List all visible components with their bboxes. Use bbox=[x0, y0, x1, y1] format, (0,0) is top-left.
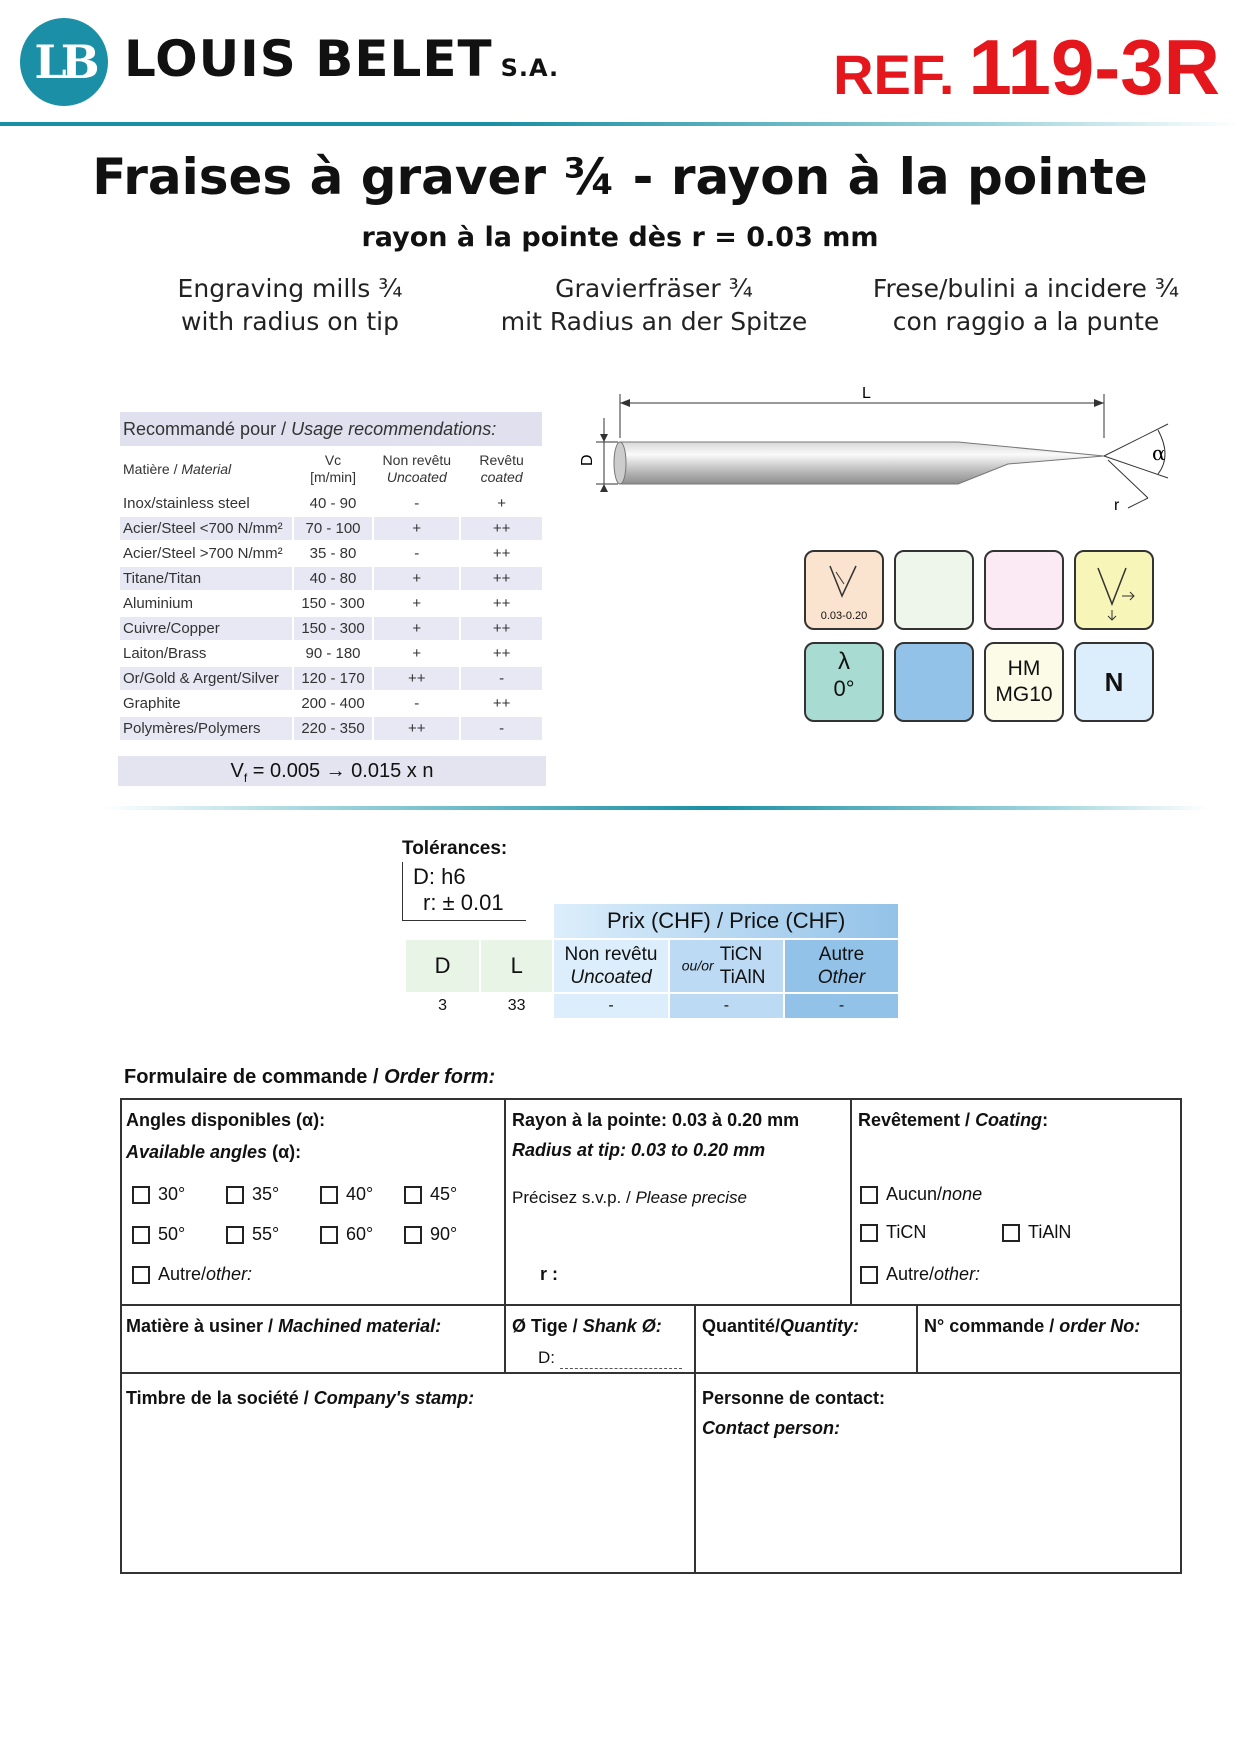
tolerance-d: D: h6 bbox=[413, 864, 466, 889]
empty-icon-pink bbox=[984, 550, 1064, 630]
engraving-direction-icon bbox=[1074, 550, 1154, 630]
company-stamp-field[interactable]: Timbre de la société / Company's stamp: bbox=[126, 1388, 475, 1408]
page-title: Fraises à graver ¾ - rayon à la pointe bbox=[92, 148, 1148, 206]
feed-formula: $V_f = 0.005 \to 0.015$ x n bbox=[118, 756, 546, 786]
angle-checkbox-45[interactable]: 45° bbox=[404, 1184, 457, 1205]
usage-row bbox=[120, 617, 542, 640]
col-coated: Revêtu coated bbox=[479, 452, 524, 485]
col-material: Matière / Material bbox=[123, 460, 232, 477]
section-divider bbox=[100, 806, 1210, 810]
page-subtitle: rayon à la pointe dès r = 0.03 mm bbox=[361, 222, 879, 253]
price-heading: Prix (CHF) / Price (CHF) bbox=[554, 904, 898, 938]
usage-row bbox=[120, 717, 542, 740]
helix-angle-icon: λ 0° bbox=[804, 642, 884, 722]
usage-cell-coated: ++ bbox=[492, 695, 511, 712]
order-form-title: Formulaire de commande / Order form: bbox=[124, 1066, 496, 1088]
col-vc: Vc [m/min] bbox=[310, 452, 356, 485]
usage-cell-vc: 40 - 80 bbox=[294, 567, 373, 590]
order-number-field[interactable]: N° commande / order No: bbox=[924, 1316, 1141, 1336]
usage-row bbox=[120, 542, 542, 565]
usage-cell-uncoated: + bbox=[374, 517, 459, 540]
radius-label-en: Radius at tip: 0.03 to 0.20 mm bbox=[512, 1140, 766, 1160]
title-italian: Frese/bulini a incidere ¾ con raggio a la punte bbox=[872, 274, 1180, 336]
usage-cell-material: Aluminium bbox=[123, 595, 194, 612]
usage-cell-coated: ++ bbox=[492, 645, 511, 662]
usage-cell-material: Polymères/Polymers bbox=[120, 717, 292, 740]
coating-checkbox-tialn[interactable]: TiAlN bbox=[1002, 1222, 1071, 1243]
usage-cell-material: Laiton/Brass bbox=[123, 645, 207, 662]
radius-input[interactable]: r : bbox=[540, 1264, 558, 1284]
usage-cell-vc: 40 - 90 bbox=[309, 495, 357, 512]
empty-icon-mint bbox=[894, 550, 974, 630]
usage-cell-coated: - bbox=[461, 667, 542, 690]
dim-d-label: D bbox=[579, 454, 596, 466]
company-name: LOUIS BELET S.A. bbox=[124, 30, 560, 88]
title-german: Gravierfräser ¾ mit Radius an der Spitze bbox=[500, 274, 808, 336]
radius-range-icon: 0.03-0.20 bbox=[804, 550, 884, 630]
usage-cell-coated: + bbox=[497, 495, 506, 512]
coating-checkbox-none[interactable]: Aucun/none bbox=[860, 1184, 982, 1205]
shank-underline bbox=[560, 1368, 682, 1369]
usage-cell-uncoated: + bbox=[412, 595, 422, 612]
price-cell-other: - bbox=[785, 994, 898, 1018]
usage-cell-material: Cuivre/Copper bbox=[120, 617, 292, 640]
usage-cell-material: Acier/Steel <700 N/mm² bbox=[120, 517, 292, 540]
usage-cell-uncoated: + bbox=[374, 567, 459, 590]
order-form bbox=[120, 1098, 1182, 1574]
dim-l-label: L bbox=[862, 385, 871, 402]
coating-checkbox-ticn[interactable]: TiCN bbox=[860, 1222, 926, 1243]
quantity-field[interactable]: Quantité/Quantity: bbox=[702, 1316, 860, 1336]
usage-cell-material: Acier/Steel >700 N/mm² bbox=[123, 545, 283, 562]
precise-label: Précisez s.v.p. / Please precise bbox=[512, 1188, 747, 1207]
usage-cell-vc: 150 - 300 bbox=[301, 595, 365, 612]
tool-type-icon: N bbox=[1074, 642, 1154, 722]
usage-cell-uncoated: - bbox=[414, 495, 420, 512]
angles-label-en: Available angles (α): bbox=[126, 1142, 302, 1162]
angle-checkbox-55[interactable]: 55° bbox=[226, 1224, 279, 1245]
usage-cell-vc: 90 - 180 bbox=[305, 645, 361, 662]
header-divider bbox=[0, 122, 1240, 126]
usage-cell-material: Titane/Titan bbox=[120, 567, 292, 590]
title-english: Engraving mills ¾ with radius on tip bbox=[177, 274, 403, 336]
angle-checkbox-40[interactable]: 40° bbox=[320, 1184, 373, 1205]
usage-row bbox=[120, 492, 542, 515]
price-cell-coated: - bbox=[670, 994, 783, 1018]
angles-label-fr: Angles disponibles (α): bbox=[126, 1110, 326, 1130]
angle-checkbox-other[interactable]: Autre/other: bbox=[132, 1264, 252, 1285]
tolerances-label: Tolérances: bbox=[402, 838, 508, 859]
usage-cell-coated: ++ bbox=[461, 517, 542, 540]
usage-cell-vc: 200 - 400 bbox=[301, 695, 365, 712]
price-col-uncoated: Non revêtu Uncoated bbox=[554, 940, 668, 992]
usage-cell-uncoated: - bbox=[414, 695, 420, 712]
coating-label: Revêtement / Coating: bbox=[858, 1110, 1049, 1130]
usage-cell-vc: 35 - 80 bbox=[309, 545, 357, 562]
angle-checkbox-60[interactable]: 60° bbox=[320, 1224, 373, 1245]
usage-cell-vc: 70 - 100 bbox=[294, 517, 373, 540]
material-field[interactable]: Matière à usiner / Machined material: bbox=[126, 1316, 442, 1336]
price-cell-l: 33 bbox=[507, 997, 526, 1014]
angle-checkbox-30[interactable]: 30° bbox=[132, 1184, 185, 1205]
usage-cell-uncoated: + bbox=[412, 645, 422, 662]
price-table bbox=[404, 902, 900, 1020]
price-col-l: L bbox=[481, 940, 552, 992]
price-col-coated: ou/or TiCN TiAlN bbox=[670, 940, 783, 992]
price-col-d: D bbox=[406, 940, 479, 992]
angle-checkbox-35[interactable]: 35° bbox=[226, 1184, 279, 1205]
usage-cell-coated: ++ bbox=[461, 567, 542, 590]
dim-alpha-label: α bbox=[1152, 441, 1166, 465]
usage-heading: Recommandé pour / Usage recommendations: bbox=[120, 412, 542, 446]
shank-d-input[interactable]: D: bbox=[538, 1348, 555, 1367]
usage-cell-coated: ++ bbox=[461, 617, 542, 640]
price-cell-uncoated: - bbox=[554, 994, 668, 1018]
carbide-grade-icon: HM MG10 bbox=[984, 642, 1064, 722]
usage-recommendations-table bbox=[118, 410, 544, 742]
usage-cell-coated: - bbox=[461, 717, 542, 740]
company-suffix: S.A. bbox=[500, 54, 560, 82]
usage-cell-material: Graphite bbox=[123, 695, 181, 712]
col-uncoated: Non revêtu Uncoated bbox=[382, 452, 452, 485]
contact-person-field[interactable]: Contact person: bbox=[702, 1418, 841, 1438]
company-logo: LB bbox=[20, 18, 108, 106]
reference-number: REF. 119-3R bbox=[833, 23, 1220, 111]
usage-cell-uncoated: ++ bbox=[374, 667, 459, 690]
shank-label: Ø Tige / Shank Ø: bbox=[512, 1316, 662, 1336]
usage-row bbox=[120, 592, 542, 615]
coating-checkbox-other[interactable]: Autre/other: bbox=[860, 1264, 980, 1285]
angle-checkbox-90[interactable]: 90° bbox=[404, 1224, 457, 1245]
dim-r-label: r bbox=[1114, 497, 1120, 514]
price-col-other: Autre Other bbox=[785, 940, 898, 992]
usage-cell-coated: ++ bbox=[492, 545, 511, 562]
usage-cell-material: Inox/stainless steel bbox=[123, 495, 250, 512]
usage-cell-vc: 120 - 170 bbox=[294, 667, 373, 690]
tolerance-r: r: ± 0.01 bbox=[423, 890, 504, 915]
usage-cell-uncoated: - bbox=[414, 545, 420, 562]
usage-cell-uncoated: ++ bbox=[374, 717, 459, 740]
usage-cell-material: Or/Gold & Argent/Silver bbox=[120, 667, 292, 690]
contact-person-label-fr: Personne de contact: bbox=[702, 1388, 886, 1408]
angle-checkbox-50[interactable]: 50° bbox=[132, 1224, 185, 1245]
usage-cell-vc: 150 - 300 bbox=[294, 617, 373, 640]
usage-row bbox=[120, 567, 542, 590]
radius-label-fr: Rayon à la pointe: 0.03 à 0.20 mm bbox=[512, 1110, 800, 1130]
usage-cell-vc: 220 - 350 bbox=[294, 717, 373, 740]
empty-icon-blue bbox=[894, 642, 974, 722]
usage-row bbox=[120, 517, 542, 540]
price-cell-d: 3 bbox=[438, 997, 447, 1014]
usage-cell-uncoated: + bbox=[374, 617, 459, 640]
tool-drawing bbox=[568, 378, 1188, 528]
usage-cell-coated: ++ bbox=[492, 595, 511, 612]
usage-row bbox=[120, 692, 542, 715]
usage-row bbox=[120, 667, 542, 690]
usage-row bbox=[120, 642, 542, 665]
